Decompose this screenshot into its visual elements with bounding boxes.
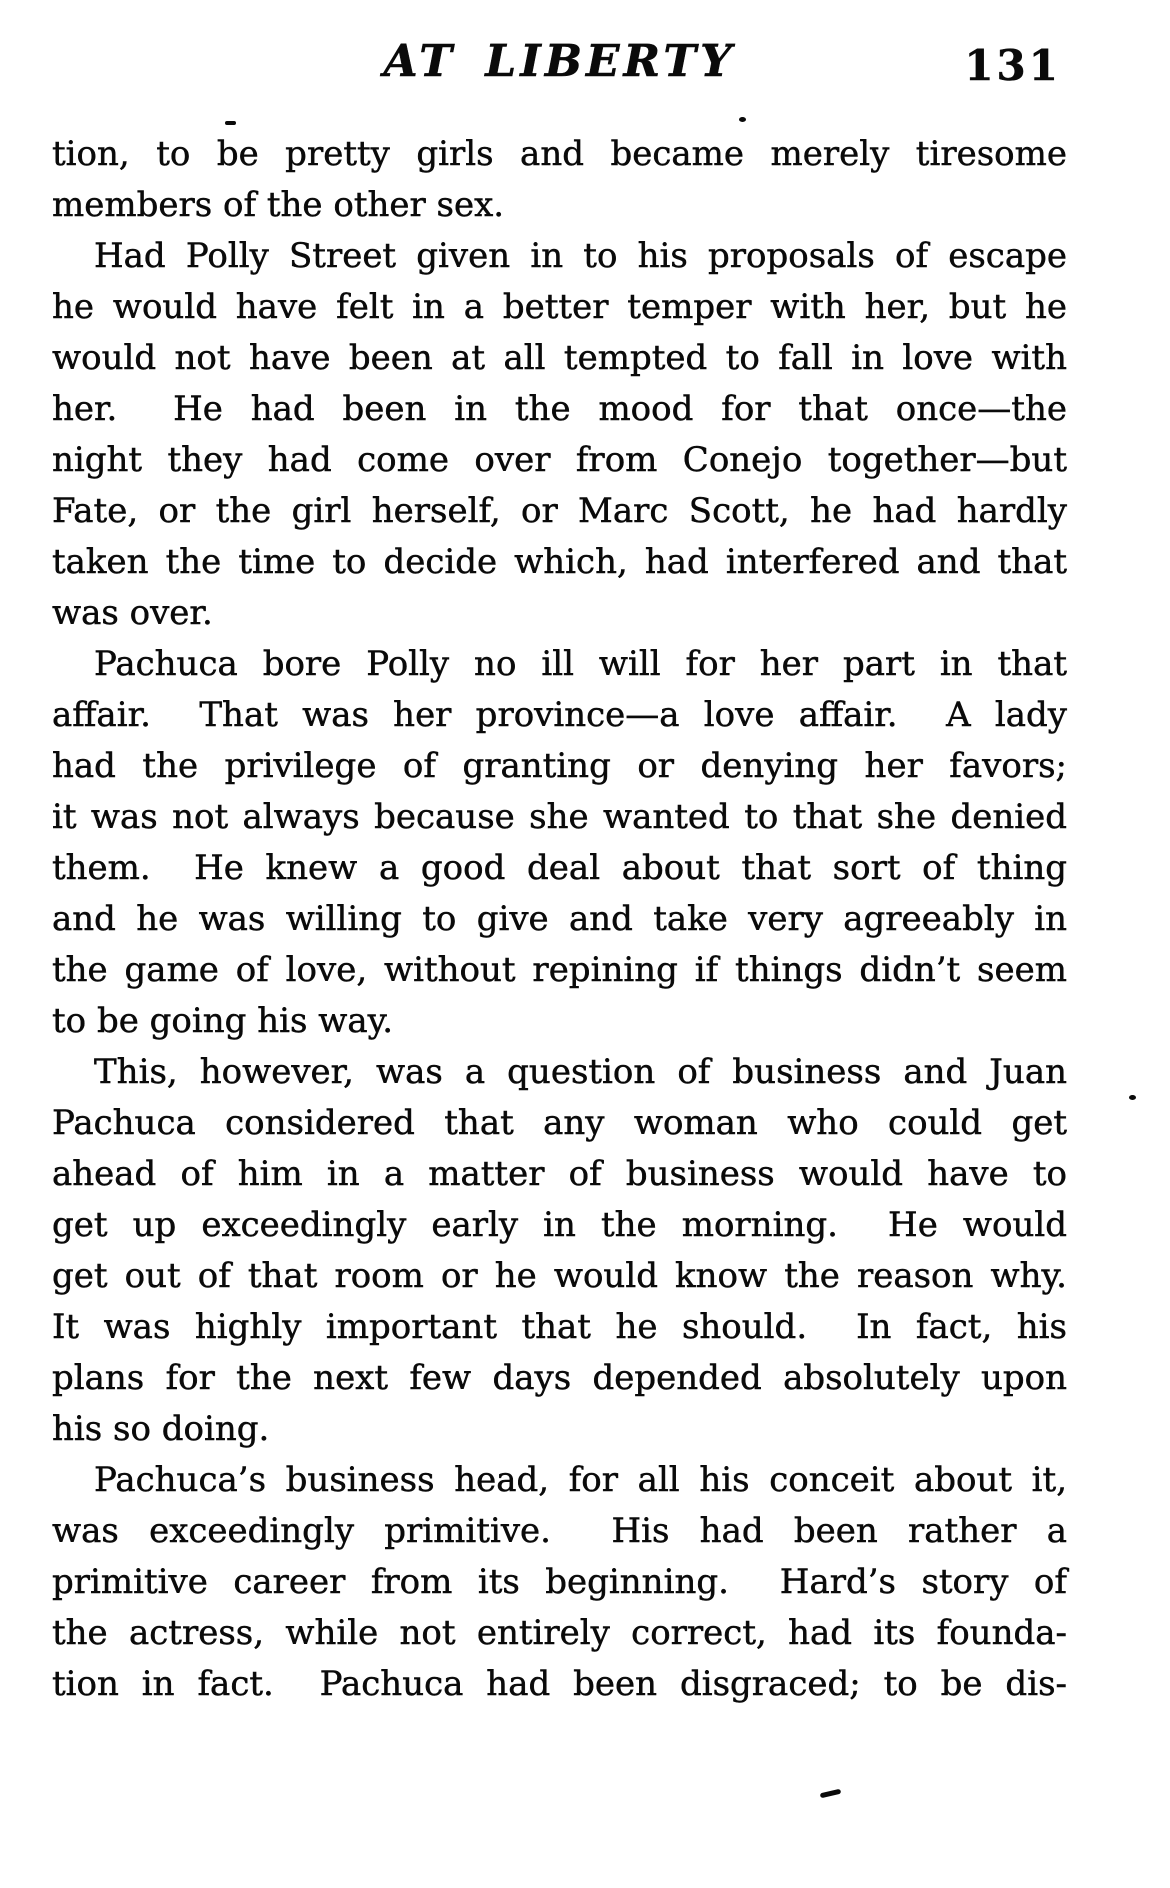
text-line: affair. That was her province—a love affair. A lady <box>52 695 1067 735</box>
text-line: get up exceedingly early in the morning. He would <box>52 1205 1067 1245</box>
text-line: This, however, was a question of business and Juan <box>94 1052 1067 1092</box>
text-line: had the privilege of granting or denying her favors; <box>52 746 1067 786</box>
page-number: 131 <box>964 41 1061 90</box>
text-line: Pachuca bore Polly no ill will for her part in that <box>94 644 1067 684</box>
text-line: the game of love, without repining if things didn’t seem <box>52 950 1067 990</box>
running-title: AT LIBERTY <box>383 36 736 87</box>
text-line: night they had come over from Conejo together—but <box>52 440 1067 480</box>
text-line: plans for the next few days depended absolutely upon <box>52 1358 1067 1398</box>
ink-speck-mark <box>225 121 236 125</box>
text-line: his so doing. <box>52 1409 270 1449</box>
text-block <box>52 129 1067 1710</box>
ink-speck-mark <box>1129 1095 1136 1100</box>
text-line: it was not always because she wanted to that she denied <box>52 797 1067 837</box>
text-line: to be going his way. <box>52 1001 394 1041</box>
text-line: tion in fact. Pachuca had been disgraced; to be dis- <box>52 1664 1067 1704</box>
text-line: and he was willing to give and take very agreeably in <box>52 899 1067 939</box>
page-header <box>52 38 1067 90</box>
text-line: ahead of him in a matter of business would have to <box>52 1154 1067 1194</box>
text-line: he would have felt in a better temper with her, but he <box>52 287 1067 327</box>
ink-speck-mark <box>739 117 746 122</box>
text-line: would not have been at all tempted to fall in love with <box>52 338 1067 378</box>
text-line: taken the time to decide which, had interfered and that <box>52 542 1067 582</box>
text-line: Pachuca considered that any woman who could get <box>52 1103 1067 1143</box>
text-line: Fate, or the girl herself, or Marc Scott, he had hardly <box>52 491 1067 531</box>
text-line: Had Polly Street given in to his proposals of escape <box>94 236 1067 276</box>
text-line: tion, to be pretty girls and became merely tiresome <box>52 134 1067 174</box>
text-line: It was highly important that he should. In fact, his <box>52 1307 1067 1347</box>
text-line: primitive career from its beginning. Hard’s story of <box>52 1562 1067 1602</box>
text-line: them. He knew a good deal about that sort of thing <box>52 848 1067 888</box>
text-line: her. He had been in the mood for that once—the <box>52 389 1067 429</box>
text-line: was exceedingly primitive. His had been rather a <box>52 1511 1067 1551</box>
text-line: was over. <box>52 593 213 633</box>
text-line: members of the other sex. <box>52 185 505 225</box>
text-line: the actress, while not entirely correct, had its founda- <box>52 1613 1067 1653</box>
text-line: Pachuca’s business head, for all his conceit about it, <box>94 1460 1067 1500</box>
ink-stroke-mark <box>820 1789 842 1799</box>
text-line: get out of that room or he would know the reason why. <box>52 1256 1067 1296</box>
